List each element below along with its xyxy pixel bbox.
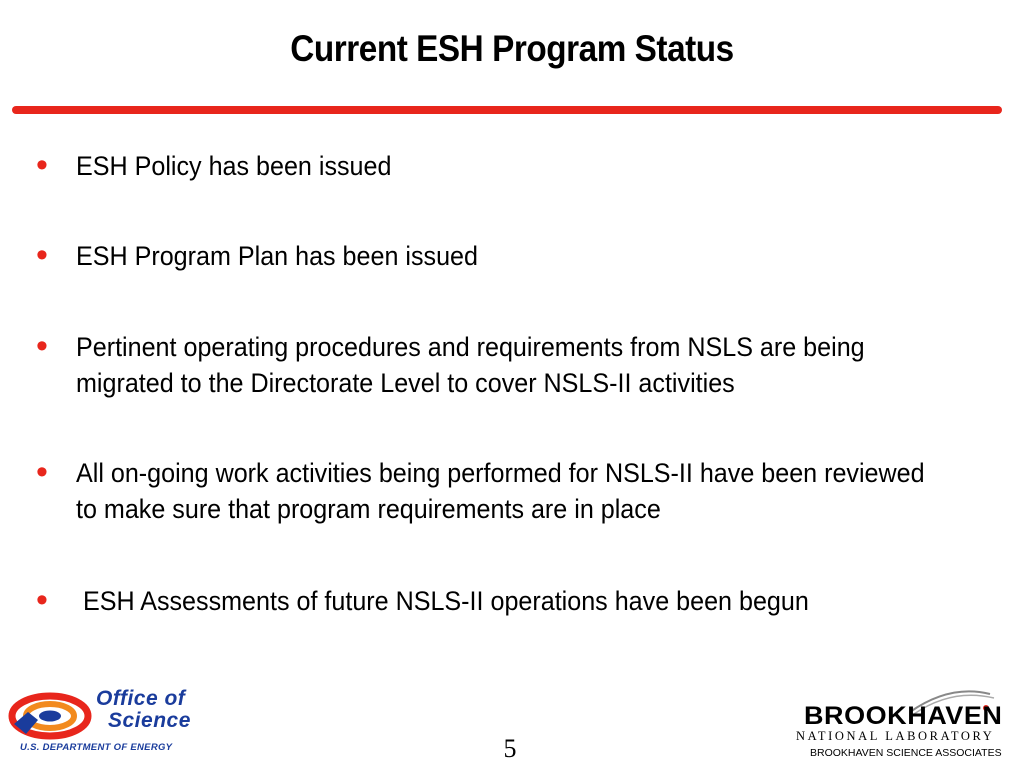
bullet-text: ESH Program Plan has been issued (76, 241, 478, 271)
slide-title: Current ESH Program Status (290, 28, 734, 69)
national-laboratory-label: NATIONAL LABORATORY (796, 729, 995, 743)
bullet-marker: • (36, 236, 48, 274)
bullet-marker: • (36, 581, 48, 619)
office-of-science-logo (8, 687, 218, 760)
bullet-text: ESH Assessments of future NSLS-II operations have been begun (76, 586, 809, 616)
bullet-text: All on-going work activities being performed for NSLS-II have been reviewed to make sure that program requirements are in place (76, 458, 925, 524)
office-of-label: Office of (96, 687, 186, 710)
brookhaven-name: BROOKHAVEN (804, 702, 1003, 730)
bullet-text: Pertinent operating procedures and requirements from NSLS are being migrated to the Directorate Level to cover NSLS-II activities (76, 332, 865, 398)
bullet-marker: • (36, 453, 48, 491)
brookhaven-logo (790, 686, 1020, 766)
bullet-marker: • (36, 327, 48, 365)
doe-label: U.S. DEPARTMENT OF ENERGY (20, 742, 173, 753)
bullet-text: ESH Policy has been issued (76, 151, 392, 181)
science-label: Science (108, 709, 191, 732)
bullet-marker: • (36, 146, 48, 184)
science-associates-label: BROOKHAVEN SCIENCE ASSOCIATES (810, 747, 1002, 759)
page-number: 5 (503, 734, 517, 763)
doe-swirl-icon (8, 690, 94, 742)
